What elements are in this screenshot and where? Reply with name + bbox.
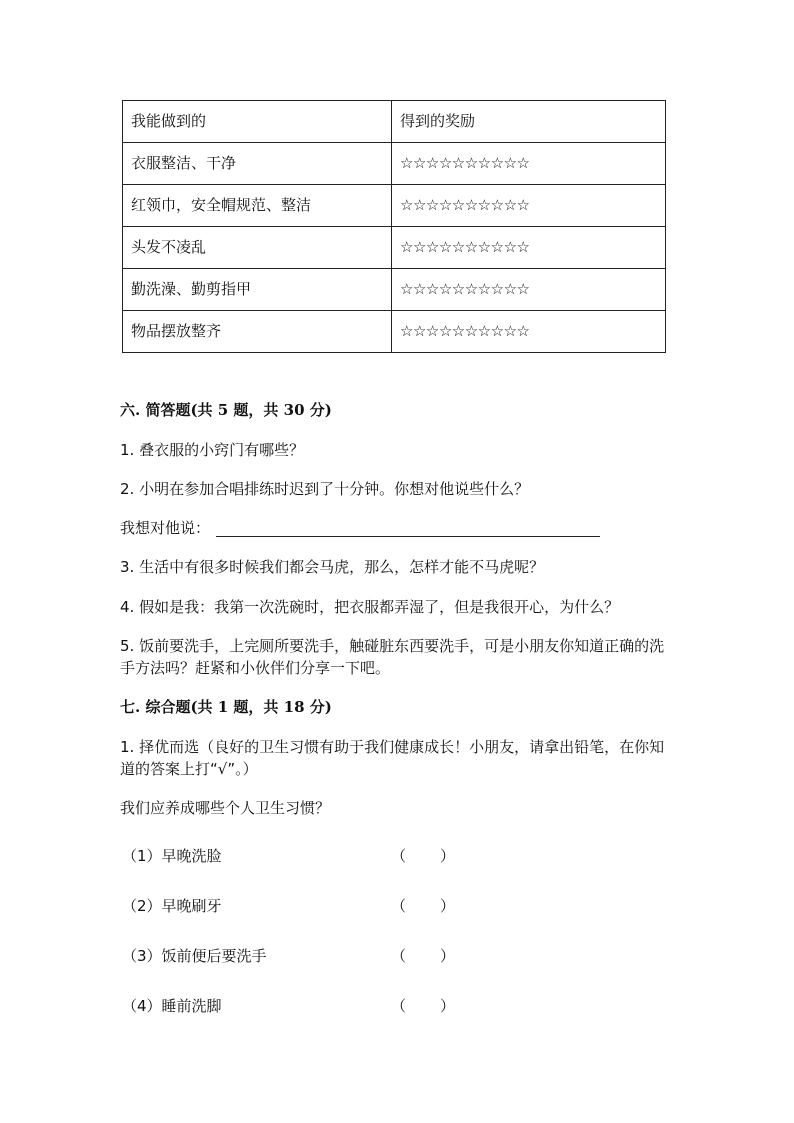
table-cell-stars[interactable]: ☆☆☆☆☆☆☆☆☆☆ (392, 143, 666, 185)
option-label: （1）早晚洗脸 (122, 847, 222, 865)
table-cell-item: 衣服整洁、干净 (123, 143, 392, 185)
paren-open: （ (391, 997, 407, 1015)
section6-heading: 六. 简答题(共 5 题，共 30 分) (120, 401, 332, 419)
table-header-row (123, 101, 666, 143)
paren-close: ） (440, 847, 456, 865)
question-2: 2. 小明在参加合唱排练时迟到了十分钟。你想对他说些什么？ (120, 480, 530, 498)
table-cell-stars[interactable]: ☆☆☆☆☆☆☆☆☆☆ (392, 311, 666, 353)
question-5: 5. 饭前要洗手，上完厕所要洗手，触碰脏东西要洗手，可是小朋友你知道正确的洗手方法吗？赶紧和小伙伴们分享一下吧。 (120, 637, 665, 677)
option-label: （3）饭前便后要洗手 (122, 947, 267, 965)
table-cell-stars[interactable]: ☆☆☆☆☆☆☆☆☆☆ (392, 269, 666, 311)
table-cell-stars[interactable]: ☆☆☆☆☆☆☆☆☆☆ (392, 227, 666, 269)
table-header-cell: 得到的奖励 (392, 101, 666, 143)
paren-open: （ (391, 897, 407, 915)
table-cell-item: 红领巾，安全帽规范、整洁 (123, 185, 392, 227)
option-label: （2）早晚刷牙 (122, 897, 222, 915)
table-row (123, 185, 666, 227)
table-cell-stars[interactable]: ☆☆☆☆☆☆☆☆☆☆ (392, 185, 666, 227)
habit-question: 我们应养成哪些个人卫生习惯？ (120, 799, 331, 817)
table-row (123, 143, 666, 185)
paren-close: ） (440, 897, 456, 915)
question-3: 3. 生活中有很多时候我们都会马虎，那么，怎样才能不马虎呢？ (120, 558, 545, 576)
paren-open: （ (391, 847, 407, 865)
table-row (123, 311, 666, 353)
option-label: （4）睡前洗脚 (122, 997, 222, 1015)
section7-heading: 七. 综合题(共 1 题，共 18 分) (120, 698, 332, 716)
answer-prompt: 我想对他说： (120, 519, 211, 537)
reward-table (122, 100, 666, 353)
table-row (123, 227, 666, 269)
table-cell-item: 勤洗澡、勤剪指甲 (123, 269, 392, 311)
paren-open: （ (391, 947, 407, 965)
question-4: 4. 假如是我：我第一次洗碗时，把衣服都弄湿了，但是我很开心，为什么？ (120, 598, 620, 616)
paren-close: ） (440, 947, 456, 965)
question-7-1: 1. 择优而选（良好的卫生习惯有助于我们健康成长！小朋友，请拿出铅笔，在你知道的答案上打“√”。） (120, 738, 665, 778)
paren-close: ） (440, 997, 456, 1015)
table-cell-item: 物品摆放整齐 (123, 311, 392, 353)
table-row (123, 269, 666, 311)
table-header-cell: 我能做到的 (123, 101, 392, 143)
table-cell-item: 头发不凌乱 (123, 227, 392, 269)
question-1: 1. 叠衣服的小窍门有哪些？ (120, 441, 305, 459)
answer-blank-line[interactable] (216, 536, 600, 537)
